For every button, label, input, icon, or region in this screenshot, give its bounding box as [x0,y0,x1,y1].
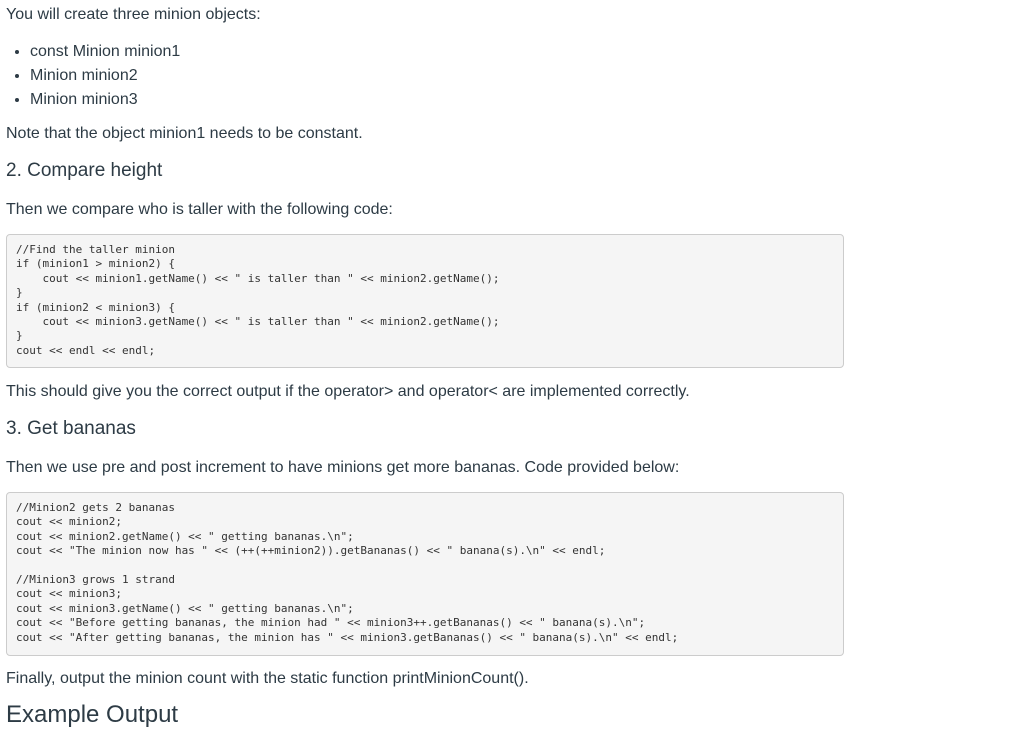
example-output-heading: Example Output [6,701,179,728]
code-line: cout << minion2.getName() << " getting bananas.\n"; [16,529,354,543]
minion-list [6,40,180,112]
code-block-compare-height[interactable] [6,234,844,368]
section3-intro: Then we use pre and post increment to have minions get more bananas. Code provided below: [6,459,680,476]
section2-intro: Then we compare who is taller with the following code: [6,201,393,218]
code-line: cout << minion1.getName() << " is taller than " << minion2.getName(); [16,271,500,285]
section-heading-compare-height: 2. Compare height [6,160,163,181]
bullet-icon [15,50,19,54]
note-text: Note that the object minion1 needs to be constant. [6,125,363,142]
list-item [6,64,180,88]
code-line: cout << minion2; [16,515,122,529]
list-item [6,40,180,64]
code-line: cout << "After getting bananas, the minion has " << minion3.getBananas() << " banana(s).\n" << endl; [16,630,679,644]
list-item-text: Minion minion3 [30,91,138,108]
code-line: //Minion2 gets 2 bananas [16,501,175,514]
code-line: //Find the taller minion [16,243,175,256]
section2-after-text: This should give you the correct output if the operator> and operator< are implemented correctly. [6,383,690,400]
section3-after-text: Finally, output the minion count with the static function printMinionCount(). [6,670,529,687]
code-line: cout << "The minion now has " << (++(++minion2)).getBananas() << " banana(s).\n" << endl; [16,544,606,558]
intro-text: You will create three minion objects: [6,6,261,23]
code-line [16,559,834,573]
code-line: cout << minion3; [16,587,122,601]
code-line: } [16,329,23,343]
code-line: //Minion3 grows 1 strand [16,572,175,586]
code-line: if (minion1 > minion2) { [16,257,175,271]
code-line: cout << endl << endl; [16,343,156,357]
bullet-icon [15,98,19,102]
list-item-text: Minion minion2 [30,67,138,84]
code-line: cout << minion3.getName() << " getting bananas.\n"; [16,601,354,615]
code-line: cout << "Before getting bananas, the minion had " << minion3++.getBananas() << " banana(s).\n"; [16,616,646,630]
bullet-icon [15,74,19,78]
code-block-get-bananas[interactable] [6,492,844,656]
section-heading-get-bananas: 3. Get bananas [6,418,136,439]
list-item [6,88,180,112]
code-line: if (minion2 < minion3) { [16,300,175,314]
list-item-text: const Minion minion1 [30,43,181,60]
code-line: } [16,286,23,300]
code-line: cout << minion3.getName() << " is taller than " << minion2.getName(); [16,314,500,328]
